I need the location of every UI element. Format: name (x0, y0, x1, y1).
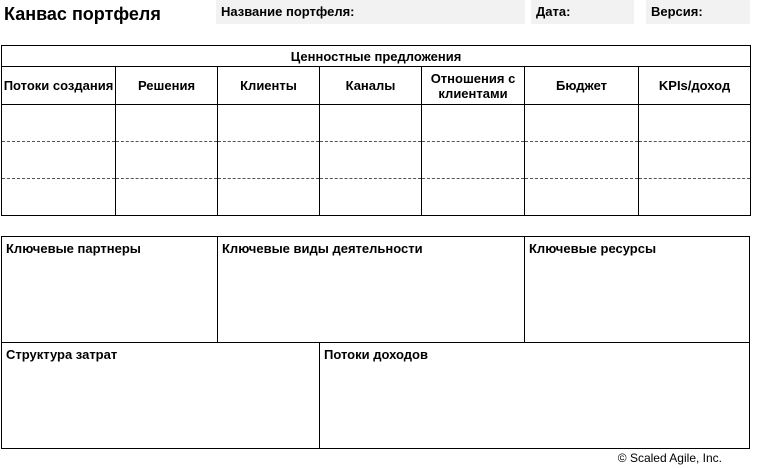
table-cell[interactable] (525, 179, 639, 216)
table-cell[interactable] (218, 105, 320, 142)
table-cell[interactable] (116, 142, 218, 179)
table-cell[interactable] (2, 179, 116, 216)
column-header-value-streams: Потоки создания (2, 67, 116, 105)
table-cell[interactable] (320, 105, 422, 142)
column-header-customers: Клиенты (218, 67, 320, 105)
revenue-streams-box[interactable] (319, 342, 750, 449)
table-cell[interactable] (639, 179, 751, 216)
column-header-channels: Каналы (320, 67, 422, 105)
cost-structure-label: Структура затрат (6, 347, 118, 362)
table-cell[interactable] (116, 105, 218, 142)
revenue-streams-label: Потоки доходов (324, 347, 428, 362)
table-cell[interactable] (320, 142, 422, 179)
portfolio-name-field[interactable]: Название портфеля: (216, 0, 525, 24)
key-partners-label: Ключевые партнеры (6, 241, 141, 256)
table-cell[interactable] (116, 179, 218, 216)
table-cell[interactable] (2, 142, 116, 179)
copyright-notice: © Scaled Agile, Inc. (617, 451, 722, 465)
table-cell[interactable] (422, 142, 525, 179)
table-cell[interactable] (2, 105, 116, 142)
canvas-title: Канвас портфеля (4, 4, 161, 24)
table-cell[interactable] (422, 179, 525, 216)
column-header-customer-relationships: Отношения с клиентами (422, 67, 525, 105)
table-cell[interactable] (422, 105, 525, 142)
key-activities-box[interactable] (217, 236, 525, 343)
table-cell[interactable] (320, 179, 422, 216)
table-cell[interactable] (639, 105, 751, 142)
table-cell[interactable] (218, 142, 320, 179)
date-field[interactable]: Дата: (531, 0, 634, 24)
table-cell[interactable] (639, 142, 751, 179)
column-header-solutions: Решения (116, 67, 218, 105)
table-row (2, 179, 751, 216)
key-activities-label: Ключевые виды деятельности (222, 241, 423, 256)
table-cell[interactable] (525, 142, 639, 179)
key-resources-box[interactable] (524, 236, 750, 343)
key-resources-label: Ключевые ресурсы (529, 241, 657, 256)
value-propositions-table (1, 45, 751, 216)
cost-structure-box[interactable] (1, 342, 320, 449)
table-row (2, 142, 751, 179)
table-cell[interactable] (218, 179, 320, 216)
table-cell[interactable] (525, 105, 639, 142)
table-row (2, 105, 751, 142)
column-header-budget: Бюджет (525, 67, 639, 105)
key-partners-box[interactable] (1, 236, 218, 343)
value-propositions-heading: Ценностные предложения (2, 46, 751, 67)
version-field[interactable]: Версия: (646, 0, 750, 24)
column-header-kpis-revenue: KPIs/доход (639, 67, 751, 105)
